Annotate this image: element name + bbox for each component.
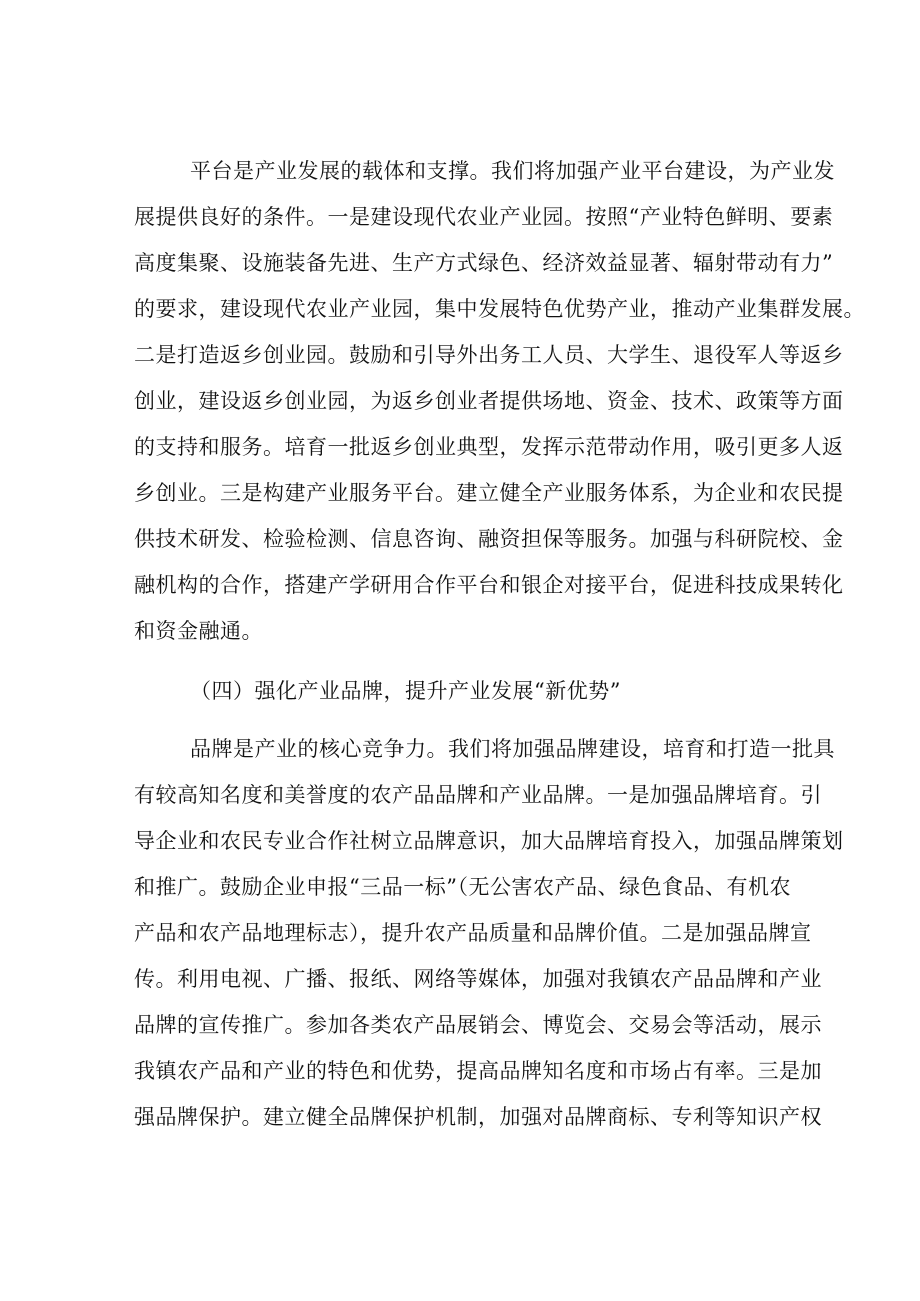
paragraph-1-line-3: 高度集聚、设施装备先进、生产方式绿色、经济效益显著、辐射带动有力” xyxy=(134,251,834,275)
paragraph-1-line-10: 融机构的合作，搭建产学研用合作平台和银企对接平台，促进科技成果转化 xyxy=(134,573,844,597)
paragraph-2-line-6: 传。利用电视、广播、报纸、网络等媒体，加强对我镇农产品品牌和产业 xyxy=(134,967,822,991)
paragraph-1-line-7: 的支持和服务。培育一批返乡创业典型，发挥示范带动作用，吸引更多人返 xyxy=(134,435,844,459)
paragraph-1-line-4: 的要求，建设现代农业产业园，集中发展特色优势产业，推动产业集群发展。 xyxy=(134,297,865,321)
paragraph-1-line-5: 二是打造返乡创业园。鼓励和引导外出务工人员、大学生、退役军人等返乡 xyxy=(134,343,844,367)
paragraph-2-line-3: 导企业和农民专业合作社树立品牌意识，加大品牌培育投入，加强品牌策划 xyxy=(134,829,844,853)
paragraph-1-line-6: 创业，建设返乡创业园，为返乡创业者提供场地、资金、技术、政策等方面 xyxy=(134,389,844,413)
paragraph-2-line-9: 强品牌保护。建立健全品牌保护机制，加强对品牌商标、专利等知识产权 xyxy=(134,1105,822,1129)
paragraph-2-line-8: 我镇农产品和产业的特色和优势，提高品牌知名度和市场占有率。三是加 xyxy=(134,1059,822,1083)
paragraph-1-line-1: 平台是产业发展的载体和支撑。我们将加强产业平台建设，为产业发 xyxy=(190,159,835,183)
paragraph-2-line-5: 产品和农产品地理标志），提升农产品质量和品牌价值。二是加强品牌宣 xyxy=(134,921,812,945)
paragraph-1-line-11: 和资金融通。 xyxy=(134,619,263,643)
paragraph-1-line-8: 乡创业。三是构建产业服务平台。建立健全产业服务体系，为企业和农民提 xyxy=(134,481,844,505)
paragraph-2-line-1: 品牌是产业的核心竞争力。我们将加强品牌建设，培育和打造一批具 xyxy=(190,737,835,761)
paragraph-2-line-7: 品牌的宣传推广。参加各类农产品展销会、博览会、交易会等活动，展示 xyxy=(134,1013,822,1037)
paragraph-2-line-2: 有较高知名度和美誉度的农产品品牌和产业品牌。一是加强品牌培育。引 xyxy=(134,783,822,807)
paragraph-1-line-9: 供技术研发、检验检测、信息咨询、融资担保等服务。加强与科研院校、金 xyxy=(134,527,844,551)
paragraph-2-line-4: 和推广。鼓励企业申报“三品一标”（无公害农产品、绿色食品、有机农 xyxy=(134,875,791,899)
paragraph-1-line-2: 展提供良好的条件。一是建设现代农业产业园。按照“产业特色鲜明、要素 xyxy=(134,205,834,229)
section-heading: （四）强化产业品牌，提升产业发展“新优势” xyxy=(190,679,621,703)
